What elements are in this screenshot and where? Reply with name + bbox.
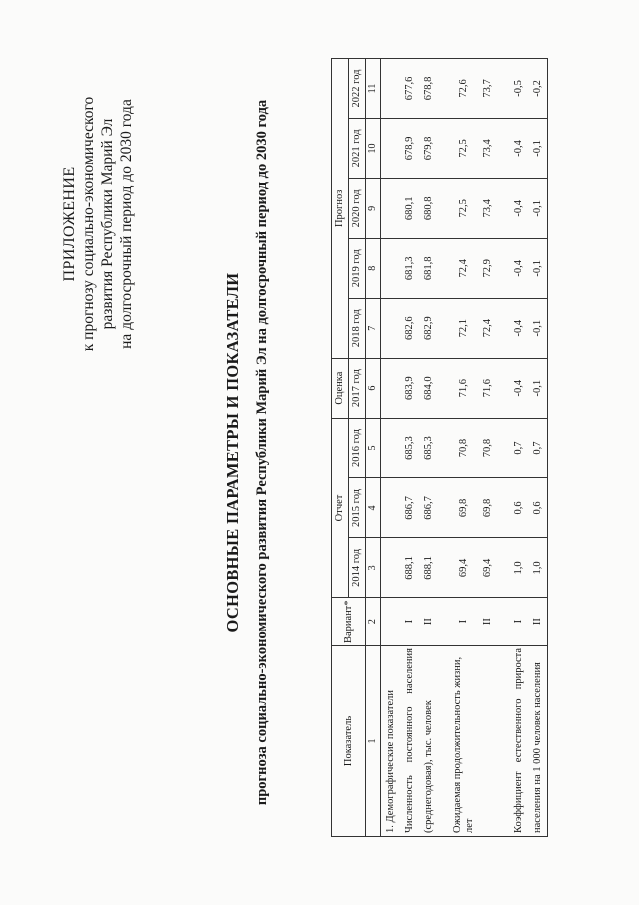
value-cell: -0,4 (509, 298, 528, 358)
appendix-block (60, 74, 136, 374)
value-cell: -0,1 (528, 178, 548, 238)
header-indicator: Показатель (332, 646, 366, 837)
value-cell: 72,1 (450, 298, 478, 358)
value-cell: 680,8 (419, 178, 438, 238)
value-cell: 72,5 (450, 178, 478, 238)
value-cell: 70,8 (450, 418, 478, 478)
column-number: 1 (366, 646, 381, 837)
value-cell: 683,9 (400, 358, 419, 418)
column-number: 6 (366, 358, 381, 418)
value-cell: 685,3 (419, 418, 438, 478)
header-group-report: Отчет (332, 418, 349, 598)
value-cell: 678,9 (400, 118, 419, 178)
header-year: 2016 год (349, 418, 366, 478)
indicator-name-line: населения на 1 000 человек населения (528, 646, 548, 837)
column-number: 5 (366, 418, 381, 478)
value-cell: 1,0 (509, 538, 528, 598)
value-cell: 72,4 (450, 238, 478, 298)
value-cell: 0,7 (528, 418, 548, 478)
value-cell: 0,7 (509, 418, 528, 478)
value-cell: 679,8 (419, 118, 438, 178)
value-cell: 681,8 (419, 238, 438, 298)
value-cell: 71,6 (478, 358, 497, 418)
value-cell: 678,8 (419, 59, 438, 119)
column-number: 2 (366, 598, 381, 646)
parameters-table (331, 58, 548, 837)
value-cell: -0,1 (528, 118, 548, 178)
header-year: 2014 год (349, 538, 366, 598)
value-cell: 72,9 (478, 238, 497, 298)
variant-cell: II (478, 598, 497, 646)
value-cell: 73,4 (478, 178, 497, 238)
value-cell: 688,1 (419, 538, 438, 598)
value-cell: 69,4 (478, 538, 497, 598)
column-number: 4 (366, 478, 381, 538)
header-year: 2021 год (349, 118, 366, 178)
appendix-line: к прогнозу социально-экономического (80, 96, 97, 352)
header-year: 2020 год (349, 178, 366, 238)
header-year: 2019 год (349, 238, 366, 298)
column-number: 11 (366, 59, 381, 119)
header-year: 2015 год (349, 478, 366, 538)
column-number: 8 (366, 238, 381, 298)
value-cell: 686,7 (400, 478, 419, 538)
value-cell: 682,9 (419, 298, 438, 358)
value-cell: 0,6 (509, 478, 528, 538)
value-cell: 684,0 (419, 358, 438, 418)
value-cell: 688,1 (400, 538, 419, 598)
variant-cell: II (419, 598, 438, 646)
value-cell: 73,7 (478, 59, 497, 119)
appendix-line: на долгосрочный период до 2030 года (118, 99, 135, 349)
variant-cell: I (450, 598, 478, 646)
value-cell: 677,6 (400, 59, 419, 119)
column-number: 7 (366, 298, 381, 358)
value-cell: -0,4 (509, 358, 528, 418)
appendix-line: развития Республики Марий Эл (99, 118, 116, 330)
value-cell: -0,4 (509, 238, 528, 298)
value-cell: 685,3 (400, 418, 419, 478)
value-cell: -0,4 (509, 118, 528, 178)
value-cell: 681,3 (400, 238, 419, 298)
value-cell: 682,6 (400, 298, 419, 358)
value-cell: 680,1 (400, 178, 419, 238)
value-cell: 1,0 (528, 538, 548, 598)
document-subtitle: прогноза социально-экономического развития Республики Марий Эл на долгосрочный период до 2030 года (254, 99, 270, 806)
section-heading: 1. Демографические показатели (381, 646, 401, 837)
header-year: 2018 год (349, 298, 366, 358)
value-cell: 686,7 (419, 478, 438, 538)
column-number: 3 (366, 538, 381, 598)
value-cell: 69,8 (478, 478, 497, 538)
value-cell: 69,4 (450, 538, 478, 598)
variant-cell: I (400, 598, 419, 646)
value-cell: -0,5 (509, 59, 528, 119)
value-cell: 72,5 (450, 118, 478, 178)
value-cell: 70,8 (478, 418, 497, 478)
variant-cell: I (509, 598, 528, 646)
value-cell: -0,1 (528, 298, 548, 358)
document-title: ОСНОВНЫЕ ПАРАМЕТРЫ И ПОКАЗАТЕЛИ (223, 272, 242, 633)
appendix-heading: ПРИЛОЖЕНИЕ (61, 166, 78, 282)
header-group-forecast: Прогноз (332, 59, 349, 359)
column-number: 10 (366, 118, 381, 178)
header-group-estimate: Оценка (332, 358, 349, 418)
indicator-name-line: Ожидаемая продолжительность жизни, лет (450, 646, 478, 837)
value-cell: -0,1 (528, 238, 548, 298)
indicator-name-line: (среднегодовая), тыс. человек (419, 646, 438, 837)
indicator-name-line: Численность постоянного населения (400, 646, 419, 837)
variant-cell: II (528, 598, 548, 646)
value-cell: 71,6 (450, 358, 478, 418)
value-cell: 0,6 (528, 478, 548, 538)
value-cell: 69,8 (450, 478, 478, 538)
column-number: 9 (366, 178, 381, 238)
value-cell: 73,4 (478, 118, 497, 178)
header-year: 2017 год (349, 358, 366, 418)
value-cell: -0,1 (528, 358, 548, 418)
header-variant: Вариант* (332, 598, 366, 646)
indicator-name-line: Коэффициент естественного прироста (509, 646, 528, 837)
value-cell: -0,4 (509, 178, 528, 238)
value-cell: 72,6 (450, 59, 478, 119)
value-cell: -0,2 (528, 59, 548, 119)
header-year: 2022 год (349, 59, 366, 119)
value-cell: 72,4 (478, 298, 497, 358)
